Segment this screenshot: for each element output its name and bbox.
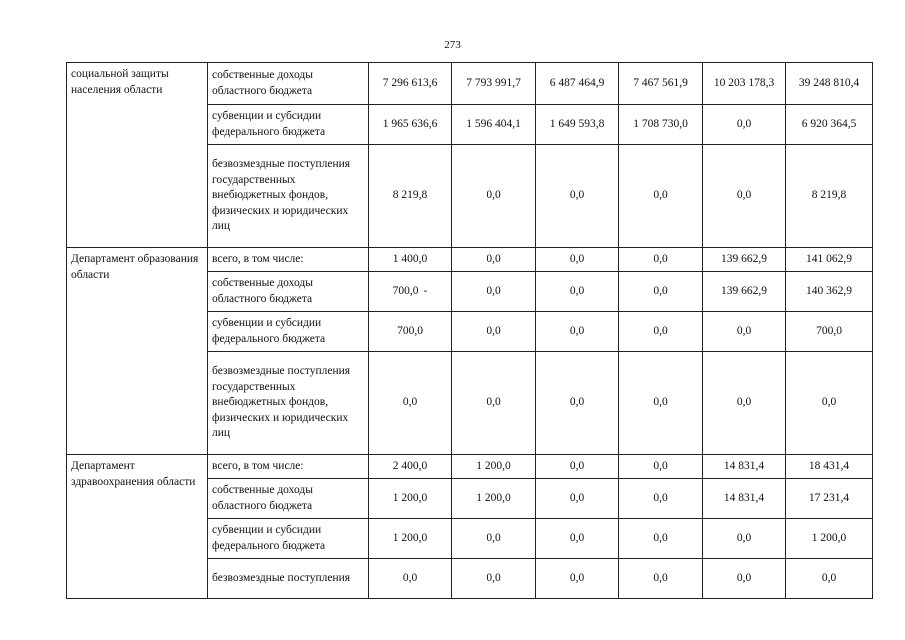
value-cell: 1 708 730,0 [619, 105, 703, 145]
value-cell: 1 965 636,6 [369, 105, 452, 145]
value-cell: 7 793 991,7 [452, 63, 536, 105]
department-name: социальной защиты населения области [67, 63, 208, 248]
value-cell: 1 400,0 [369, 248, 452, 272]
table-row [67, 248, 873, 272]
value-cell: 0,0 [452, 312, 536, 352]
value-cell: 0,0 [536, 479, 619, 519]
value-cell: 0,0 [536, 559, 619, 599]
value-cell: 8 219,8 [369, 145, 452, 248]
value-cell: 0,0 [619, 455, 703, 479]
department-name: Департамент здравоохранения области [67, 455, 208, 599]
value-cell: 0,0 [536, 519, 619, 559]
value-cell: 6 487 464,9 [536, 63, 619, 105]
value-cell: 0,0 [536, 145, 619, 248]
value-cell: 700,0 [786, 312, 873, 352]
funding-source: собственные доходы областного бюджета [208, 479, 369, 519]
value-cell: 0,0 [703, 352, 786, 455]
value-cell: 0,0 [452, 272, 536, 312]
value-cell: 1 200,0 [369, 519, 452, 559]
value-cell: 0,0 [619, 519, 703, 559]
value-cell: 1 649 593,8 [536, 105, 619, 145]
page-number: 273 [444, 39, 461, 51]
value-cell [369, 272, 452, 312]
value-cell: 0,0 [536, 312, 619, 352]
table-row [67, 455, 873, 479]
value-cell: 0,0 [619, 479, 703, 519]
value-cell: 0,0 [369, 352, 452, 455]
value-cell: 0,0 [536, 248, 619, 272]
value-cell: 0,0 [703, 145, 786, 248]
value-cell: 8 219,8 [786, 145, 873, 248]
value-cell: 0,0 [452, 352, 536, 455]
value-cell: 2 400,0 [369, 455, 452, 479]
value-cell: 140 362,9 [786, 272, 873, 312]
table-row [67, 63, 873, 105]
value-cell: 0,0 [619, 352, 703, 455]
value-cell: 7 296 613,6 [369, 63, 452, 105]
funding-source: субвенции и субсидии федерального бюджета [208, 105, 369, 145]
value-cell: 0,0 [786, 352, 873, 455]
budget-table [66, 62, 873, 599]
value-cell: 7 467 561,9 [619, 63, 703, 105]
value-cell: 1 200,0 [452, 479, 536, 519]
value-cell: 0,0 [786, 559, 873, 599]
value-cell: 1 200,0 [786, 519, 873, 559]
value-cell: 0,0 [452, 559, 536, 599]
value-cell: 0,0 [619, 272, 703, 312]
funding-source: всего, в том числе: [208, 248, 369, 272]
funding-source: безвозмездные поступления государственных внебюджетных фондов, физических и юридических лиц [208, 352, 369, 455]
value-cell: 6 920 364,5 [786, 105, 873, 145]
value-cell: 14 831,4 [703, 455, 786, 479]
value-cell: 17 231,4 [786, 479, 873, 519]
value-cell: 0,0 [369, 559, 452, 599]
value-cell: 10 203 178,3 [703, 63, 786, 105]
funding-source: субвенции и субсидии федерального бюджета [208, 519, 369, 559]
value-cell: 0,0 [619, 248, 703, 272]
value-cell: 14 831,4 [703, 479, 786, 519]
value-cell: 0,0 [703, 519, 786, 559]
stray-mark: - [423, 284, 428, 297]
funding-source: собственные доходы областного бюджета [208, 63, 369, 105]
value-cell: 0,0 [452, 519, 536, 559]
value-cell: 18 431,4 [786, 455, 873, 479]
value-cell: 700,0 [369, 312, 452, 352]
funding-source: субвенции и субсидии федерального бюджета [208, 312, 369, 352]
value-text: 700,0 [392, 284, 419, 297]
value-cell: 1 596 404,1 [452, 105, 536, 145]
value-cell: 1 200,0 [452, 455, 536, 479]
funding-source: безвозмездные поступления государственных внебюджетных фондов, физических и юридических лиц [208, 145, 369, 248]
value-cell: 0,0 [452, 145, 536, 248]
value-cell: 0,0 [536, 272, 619, 312]
value-cell: 0,0 [703, 312, 786, 352]
department-name: Департамент образования области [67, 248, 208, 455]
value-cell: 0,0 [703, 105, 786, 145]
value-cell: 0,0 [452, 248, 536, 272]
value-cell: 39 248 810,4 [786, 63, 873, 105]
value-cell: 0,0 [703, 559, 786, 599]
value-cell: 0,0 [619, 312, 703, 352]
value-cell: 0,0 [536, 352, 619, 455]
funding-source: собственные доходы областного бюджета [208, 272, 369, 312]
funding-source: безвозмездные поступления [208, 559, 369, 599]
value-cell: 0,0 [536, 455, 619, 479]
funding-source: всего, в том числе: [208, 455, 369, 479]
value-cell: 139 662,9 [703, 248, 786, 272]
value-cell: 0,0 [619, 145, 703, 248]
value-cell: 0,0 [619, 559, 703, 599]
value-cell: 139 662,9 [703, 272, 786, 312]
value-cell: 1 200,0 [369, 479, 452, 519]
value-cell: 141 062,9 [786, 248, 873, 272]
